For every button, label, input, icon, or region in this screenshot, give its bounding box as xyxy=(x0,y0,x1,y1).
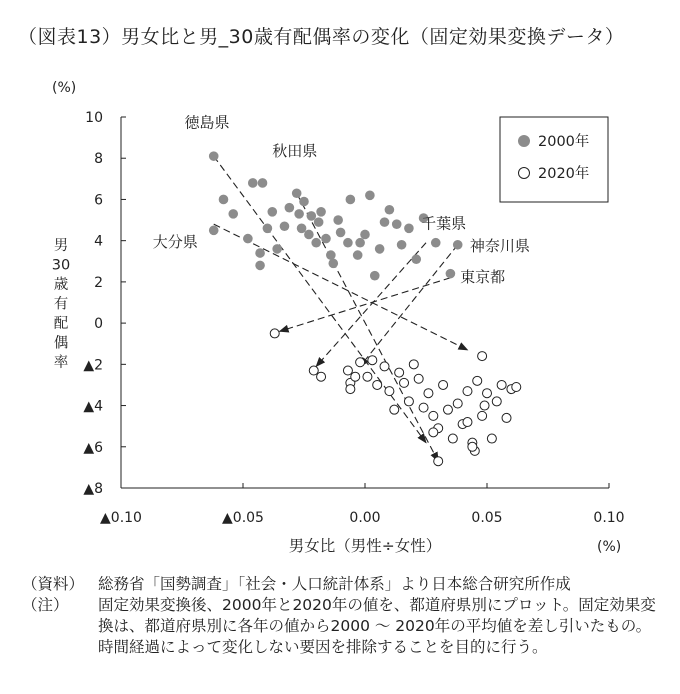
y-tick-label: 0 xyxy=(94,316,103,333)
x-tick-label: ▲0.10 xyxy=(100,510,142,526)
note-head: （資料） xyxy=(22,575,85,593)
point-2000 xyxy=(404,224,414,234)
y-unit-label: (%) xyxy=(52,80,77,96)
legend-box xyxy=(500,117,608,202)
point-2020 xyxy=(439,380,448,389)
point-2020 xyxy=(453,399,462,408)
point-2020 xyxy=(400,378,409,387)
point-2000 xyxy=(375,244,385,254)
point-2020 xyxy=(434,457,443,466)
point-2020 xyxy=(363,372,372,381)
point-2000 xyxy=(209,226,219,236)
point-2020 xyxy=(473,376,482,385)
point-2000 xyxy=(385,205,395,215)
point-2020 xyxy=(351,372,360,381)
point-2000 xyxy=(397,240,407,250)
note-head: （注） xyxy=(22,596,69,614)
legend-label: 2000年 xyxy=(538,134,590,150)
note-text: 固定効果変換後、2000年と2020年の値を、都道府県別にプロット。固定効果変換は、都道府県別に各年の値から2000 ～ 2020年の平均値を差し引いたもの。時間経過によって変化しない要因を排除することを目的に行う。 xyxy=(98,596,656,656)
point-2020 xyxy=(463,418,472,427)
annotation-label: 大分県 xyxy=(152,232,198,251)
point-2000 xyxy=(355,238,365,248)
point-2000 xyxy=(272,244,282,254)
point-2000 xyxy=(255,261,265,271)
point-2020 xyxy=(309,366,318,375)
point-2000 xyxy=(209,151,219,161)
legend-marker-2020 xyxy=(519,168,530,179)
x-axis-label: 男女比（男性÷女性） xyxy=(288,537,442,555)
point-2020 xyxy=(317,372,326,381)
point-2000 xyxy=(314,217,324,227)
point-2000 xyxy=(365,191,375,201)
point-2000 xyxy=(316,207,326,217)
y-tick-label: ▲2 xyxy=(83,357,103,374)
point-2020 xyxy=(478,352,487,361)
point-2000 xyxy=(255,248,265,258)
point-2000 xyxy=(267,207,277,217)
point-2000 xyxy=(299,197,309,207)
point-2020 xyxy=(380,362,389,371)
point-2000 xyxy=(297,224,307,234)
y-tick-label: 6 xyxy=(94,192,103,209)
note-row xyxy=(22,595,662,658)
point-2000 xyxy=(446,269,456,279)
point-2000 xyxy=(219,195,229,205)
point-2020 xyxy=(478,411,487,420)
point-2000 xyxy=(353,250,363,260)
note-text: 総務省「国勢調査」「社会・人口統計体系」より日本総合研究所作成 xyxy=(98,575,571,593)
annotation-label: 徳島県 xyxy=(184,113,230,132)
point-2020 xyxy=(414,374,423,383)
y-tick-label: 10 xyxy=(85,110,103,126)
point-2000 xyxy=(380,217,390,227)
legend xyxy=(500,117,608,202)
point-2020 xyxy=(429,428,438,437)
point-2000 xyxy=(411,254,421,264)
point-2020 xyxy=(343,366,352,375)
point-2000 xyxy=(346,195,356,205)
point-2000 xyxy=(326,250,336,260)
point-2000 xyxy=(370,271,380,281)
point-2000 xyxy=(280,221,290,231)
y-tick-label: ▲4 xyxy=(83,398,103,415)
point-2000 xyxy=(292,188,302,198)
annotation-arrow xyxy=(214,224,468,350)
x-unit-label: (%) xyxy=(597,539,622,555)
y-axis-label: 男 30 歳有配偶率 xyxy=(51,238,71,371)
point-2000 xyxy=(328,259,338,269)
point-2000 xyxy=(311,238,321,248)
point-2000 xyxy=(321,234,331,244)
annotation-label: 千葉県 xyxy=(421,214,467,233)
annotation-label: 東京都 xyxy=(460,267,506,286)
point-2000 xyxy=(243,234,253,244)
annotation-label: 秋田県 xyxy=(272,142,318,161)
point-2020 xyxy=(448,434,457,443)
point-2020 xyxy=(424,389,433,398)
point-2000 xyxy=(333,215,343,225)
y-tick-label: ▲8 xyxy=(83,481,103,497)
annotation-label: 神奈川県 xyxy=(469,236,530,255)
notes xyxy=(22,574,662,658)
point-2020 xyxy=(492,397,501,406)
point-2020 xyxy=(419,403,428,412)
page-title: （図表13）男女比と男_30歳有配偶率の変化（固定効果変換データ） xyxy=(18,26,625,48)
point-2020 xyxy=(270,329,279,338)
point-2020 xyxy=(468,442,477,451)
x-tick-label: 0.10 xyxy=(593,510,625,526)
point-2000 xyxy=(285,203,295,213)
point-2000 xyxy=(228,209,238,219)
y-tick-label: ▲6 xyxy=(83,439,103,456)
point-2000 xyxy=(431,238,441,248)
point-2000 xyxy=(258,178,268,188)
legend-label: 2020年 xyxy=(538,166,590,182)
y-tick-label: 2 xyxy=(94,274,103,291)
point-2020 xyxy=(502,413,511,422)
y-tick-label: 4 xyxy=(94,233,103,250)
point-2020 xyxy=(346,385,355,394)
y-tick-label: 8 xyxy=(94,151,103,168)
x-tick-label: ▲0.05 xyxy=(222,510,264,526)
point-2000 xyxy=(304,230,314,240)
point-2020 xyxy=(395,368,404,377)
point-2000 xyxy=(294,209,304,219)
legend-marker-2000 xyxy=(518,135,530,147)
point-2000 xyxy=(248,178,258,188)
point-2020 xyxy=(463,387,472,396)
x-tick-label: 0.05 xyxy=(471,510,503,526)
point-2000 xyxy=(336,228,346,238)
point-2020 xyxy=(390,405,399,414)
point-2020 xyxy=(512,383,521,392)
point-2020 xyxy=(356,358,365,367)
point-2000 xyxy=(453,240,463,250)
point-2020 xyxy=(443,405,452,414)
point-2020 xyxy=(368,356,377,365)
point-2020 xyxy=(487,434,496,443)
point-2020 xyxy=(385,387,394,396)
note-row xyxy=(22,574,662,595)
point-2020 xyxy=(480,401,489,410)
annotation-arrow xyxy=(360,245,458,367)
point-2020 xyxy=(429,411,438,420)
point-2020 xyxy=(497,380,506,389)
point-2020 xyxy=(483,389,492,398)
point-2020 xyxy=(409,360,418,369)
point-2000 xyxy=(263,224,273,234)
annotation-arrow xyxy=(214,156,426,442)
point-2000 xyxy=(392,219,402,229)
point-2020 xyxy=(373,380,382,389)
point-2000 xyxy=(307,211,317,221)
point-2000 xyxy=(360,230,370,240)
point-2020 xyxy=(404,397,413,406)
x-tick-label: 0.00 xyxy=(349,510,381,526)
point-2000 xyxy=(343,238,353,248)
